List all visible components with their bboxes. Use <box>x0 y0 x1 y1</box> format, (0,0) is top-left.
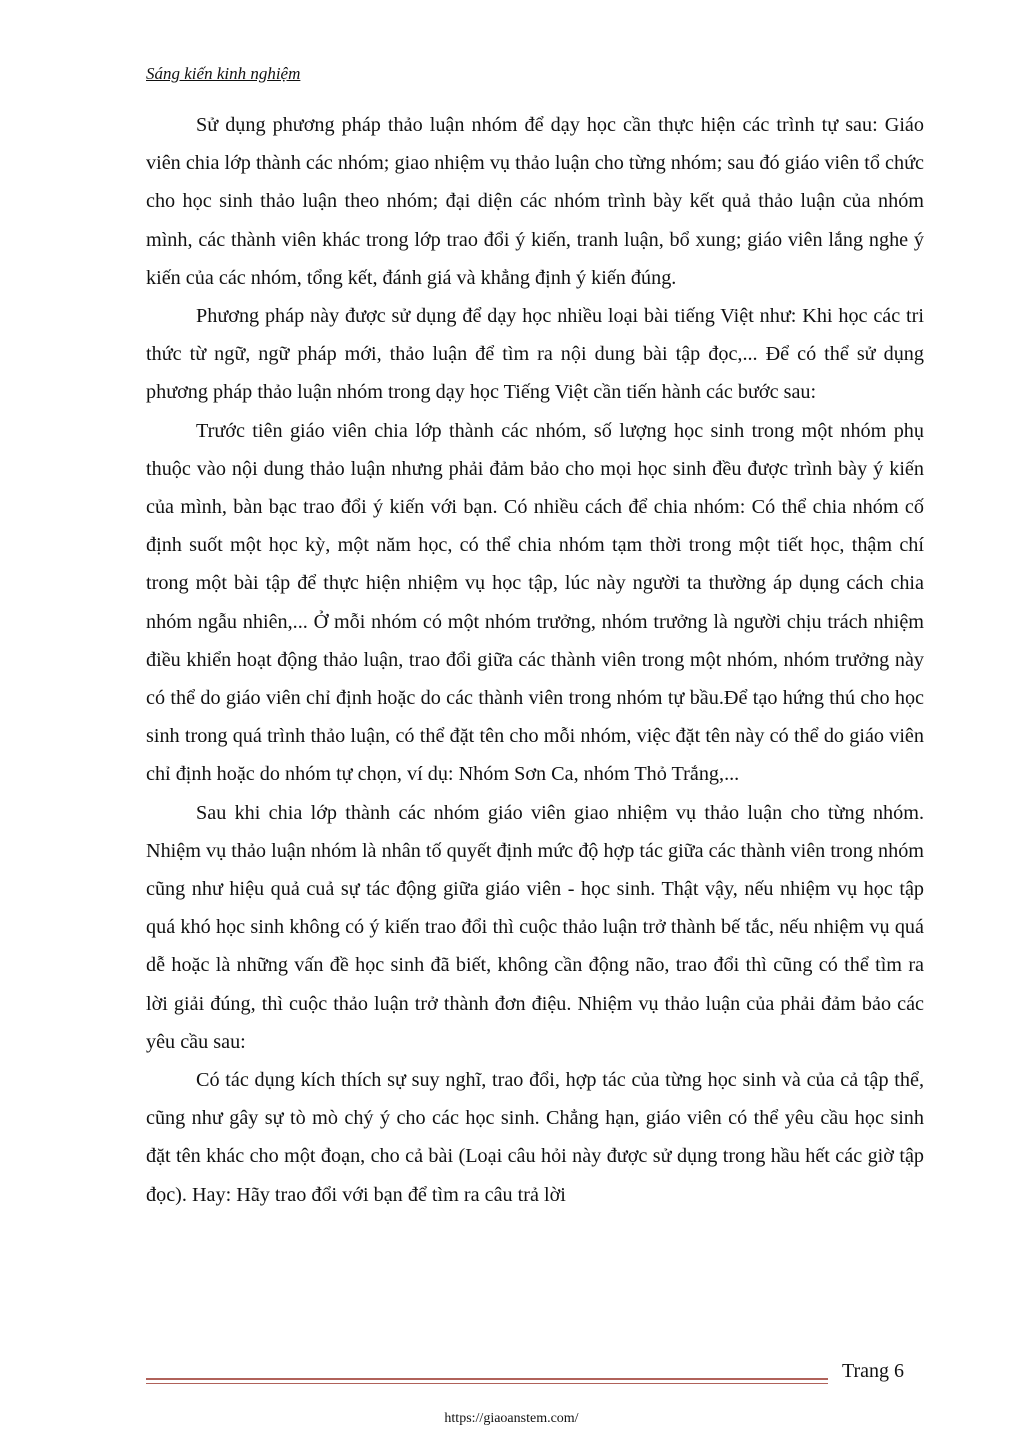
page-number: Trang 6 <box>842 1360 905 1382</box>
paragraph-1: Sử dụng phương pháp thảo luận nhóm để dạy học cần thực hiện các trình tự sau: Giáo viên chia lớp thành các nhóm; giao nhiệm vụ thảo luận cho từng nhóm; sau đó giáo viên tổ chức cho học sinh thảo luận theo nhóm; đại diện các nhóm trình bày kết quả thảo luận của nhóm mình, các thành viên khác trong lớp trao đổi ý kiến, tranh luận, bổ xung; giáo viên lắng nghe ý kiến của các nhóm, tổng kết, đánh giá và khẳng định ý kiến đúng. <box>146 114 924 289</box>
paragraph-5: Có tác dụng kích thích sự suy nghĩ, trao đổi, hợp tác của từng học sinh và của cả tập thể, cũng như gây sự tò mò chý ý cho các học sinh. Chẳng hạn, giáo viên có thể yêu cầu học sinh đặt tên khác cho một đoạn, cho cả bài (Loại câu hỏi này được sử dụng trong hầu hết các giờ tập đọc). Hay: Hãy trao đổi với bạn để tìm ra câu trả lời <box>146 1069 924 1206</box>
paragraph-2: Phương pháp này được sử dụng để dạy học nhiều loại bài tiếng Việt như: Khi học các tri thức từ ngữ, ngữ pháp mới, thảo luận để tìm ra nội dung bài tập đọc,... Để có thể sử dụng phương pháp thảo luận nhóm trong dạy học Tiếng Việt cần tiến hành các bước sau: <box>146 305 924 404</box>
paragraph-3: Trước tiên giáo viên chia lớp thành các nhóm, số lượng học sinh trong một nhóm phụ thuộc vào nội dung thảo luận nhưng phải đảm bảo cho mọi học sinh đều được trình bày ý kiến của mình, bàn bạc trao đổi ý kiến với bạn. Có nhiều cách để chia nhóm: Có thể chia nhóm cố định suốt một học kỳ, một năm học, có thể chia nhóm tạm thời trong một tiết học, thậm chí trong một bài tập để thực hiện nhiệm vụ học tập, lúc này người ta thường áp dụng cách chia nhóm ngẫu nhiên,... Ở mỗi nhóm có một nhóm trưởng, nhóm trưởng là người chịu trách nhiệm điều khiển hoạt động thảo luận, trao đổi giữa các thành viên trong một nhóm, nhóm trưởng này có thể do giáo viên chỉ định hoặc do các thành viên trong nhóm tự bầu.Để tạo hứng thú cho học sinh trong quá trình thảo luận, có thể đặt tên cho mỗi nhóm, việc đặt tên này có thể do giáo viên chỉ định hoặc do nhóm tự chọn, ví dụ: Nhóm Sơn Ca, nhóm Thỏ Trắng,... <box>146 419 924 786</box>
paragraph-4: Sau khi chia lớp thành các nhóm giáo viên giao nhiệm vụ thảo luận cho từng nhóm. Nhiệm vụ thảo luận nhóm là nhân tố quyết định mức độ hợp tác giữa các thành viên trong nhóm cũng như hiệu quả cuả sự tác động giữa giáo viên - học sinh. Thật vậy, nếu nhiệm vụ học tập quá khó học sinh không có ý kiến trao đổi thì cuộc thảo luận trở thành bế tắc, nếu nhiệm vụ quá dễ hoặc là những vấn đề học sinh đã biết, không cần động não, trao đổi thì cũng có thể tìm ra lời giải đúng, thì cuộc thảo luận trở thành đơn điệu. Nhiệm vụ thảo luận của phải đảm bảo các yêu cầu sau: <box>146 801 924 1053</box>
footer-url[interactable]: https://giaoanstem.com/ <box>444 1411 579 1426</box>
document-header: Sáng kiến kinh nghiệm <box>146 64 301 83</box>
document-body <box>146 106 924 1214</box>
footer-divider <box>146 1378 828 1384</box>
